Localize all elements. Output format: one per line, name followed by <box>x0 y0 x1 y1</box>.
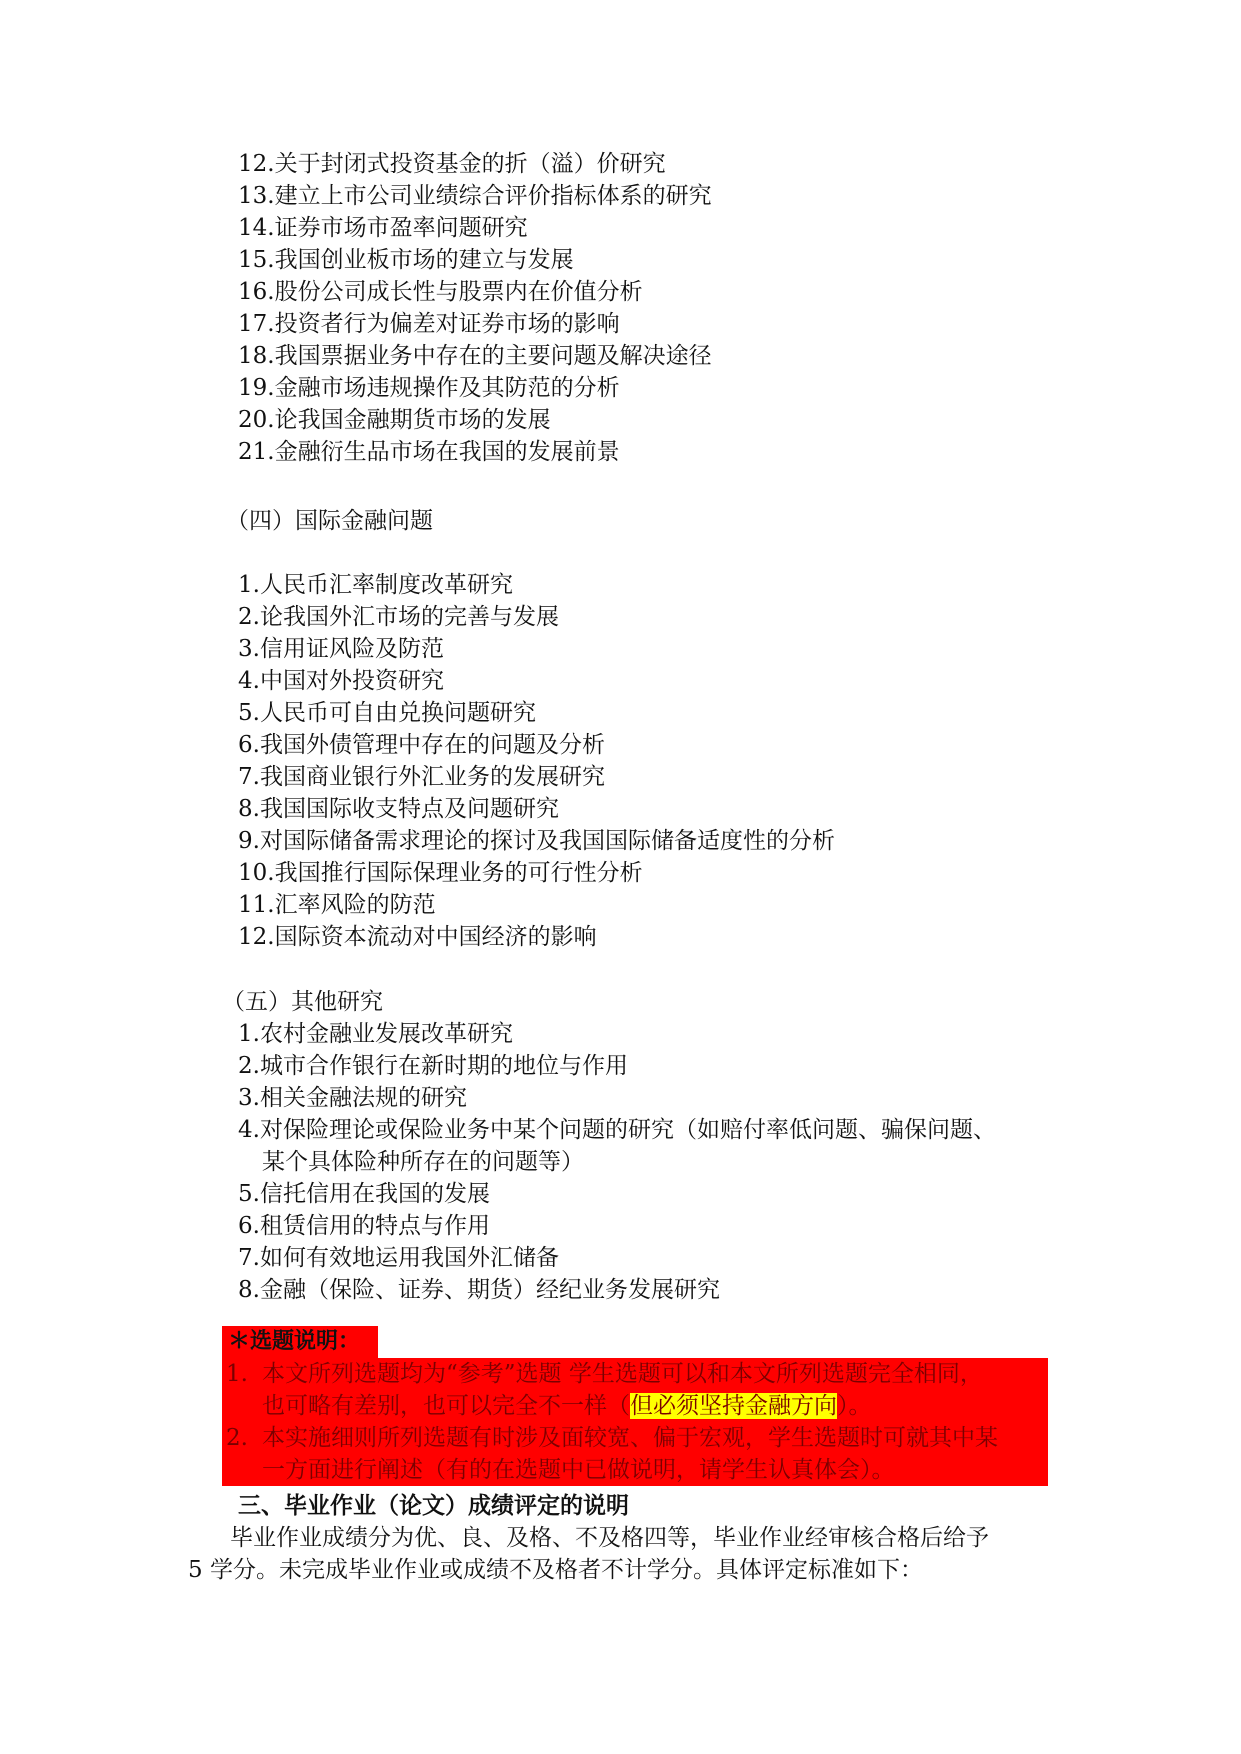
list-item: 21.金融衍生品市场在我国的发展前景 <box>238 439 620 465</box>
list-item: 2.论我国外汇市场的完善与发展 <box>238 604 559 630</box>
list-item: 17.投资者行为偏差对证券市场的影响 <box>238 311 620 337</box>
list-item: 1.农村金融业发展改革研究 <box>238 1021 513 1047</box>
note-1 <box>222 1358 1048 1422</box>
list-item: 20.论我国金融期货市场的发展 <box>238 407 551 433</box>
list-item: 19.金融市场违规操作及其防范的分析 <box>238 375 620 401</box>
grading-paragraph-line-1: 毕业作业成绩分为优、良、及格、不及格四等，毕业作业经审核合格后给予 <box>230 1525 989 1551</box>
section-heading: （五）其他研究 <box>222 989 383 1015</box>
list-item: 6.我国外债管理中存在的问题及分析 <box>238 732 605 758</box>
grading-paragraph-line-2: 5 学分。未完成毕业作业或成绩不及格者不计学分。具体评定标准如下： <box>188 1557 923 1583</box>
list-item: 8.我国国际收支特点及问题研究 <box>238 796 559 822</box>
note-1-number: 1. <box>226 1361 248 1387</box>
note-2-line-2: 一方面进行阐述（有的在选题中已做说明，请学生认真体会）。 <box>262 1457 895 1483</box>
list-item: 7.我国商业银行外汇业务的发展研究 <box>238 764 605 790</box>
list-item-continuation: 某个具体险种所存在的问题等） <box>262 1149 584 1175</box>
list-item: 8.金融（保险、证券、期货）经纪业务发展研究 <box>238 1277 720 1303</box>
list-item: 13.建立上市公司业绩综合评价指标体系的研究 <box>238 183 712 209</box>
note-2-line-1: 本实施细则所列选题有时涉及面较宽、偏于宏观，学生选题时可就其中某 <box>262 1425 998 1451</box>
note-2-number: 2. <box>226 1425 248 1451</box>
list-item: 15.我国创业板市场的建立与发展 <box>238 247 574 273</box>
list-item: 2.城市合作银行在新时期的地位与作用 <box>238 1053 628 1079</box>
list-item: 14.证券市场市盈率问题研究 <box>238 215 528 241</box>
list-item: 18.我国票据业务中存在的主要问题及解决途径 <box>238 343 712 369</box>
list-item: 10.我国推行国际保理业务的可行性分析 <box>238 860 643 886</box>
note-1-line-1: 本文所列选题均为“参考”选题 学生选题可以和本文所列选题完全相同， <box>262 1361 983 1387</box>
list-item: 9.对国际储备需求理论的探讨及我国国际储备适度性的分析 <box>238 828 835 854</box>
list-item: 4.对保险理论或保险业务中某个问题的研究（如赔付率低问题、骗保问题、 <box>238 1117 996 1143</box>
list-item: 11.汇率风险的防范 <box>238 892 436 918</box>
list-item: 3.相关金融法规的研究 <box>238 1085 467 1111</box>
note-1-line-2: 也可略有差别，也可以完全不一样（但必须坚持金融方向）。 <box>262 1393 872 1419</box>
list-item: 1.人民币汇率制度改革研究 <box>238 572 513 598</box>
section-heading: （四）国际金融问题 <box>226 508 433 534</box>
notes-title: ＊选题说明： <box>222 1326 378 1358</box>
list-item: 7.如何有效地运用我国外汇储备 <box>238 1245 559 1271</box>
list-item: 5.人民币可自由兑换问题研究 <box>238 700 536 726</box>
list-item: 6.租赁信用的特点与作用 <box>238 1213 490 1239</box>
yellow-highlight: 但必须坚持金融方向 <box>630 1393 837 1419</box>
section-heading-grading: 三、毕业作业（论文）成绩评定的说明 <box>238 1493 629 1519</box>
list-item: 4.中国对外投资研究 <box>238 668 444 694</box>
list-item: 16.股份公司成长性与股票内在价值分析 <box>238 279 643 305</box>
list-item: 12.国际资本流动对中国经济的影响 <box>238 924 597 950</box>
list-item: 3.信用证风险及防范 <box>238 636 444 662</box>
list-item: 5.信托信用在我国的发展 <box>238 1181 490 1207</box>
note-2 <box>222 1422 1048 1486</box>
list-item: 12.关于封闭式投资基金的折（溢）价研究 <box>238 151 666 177</box>
